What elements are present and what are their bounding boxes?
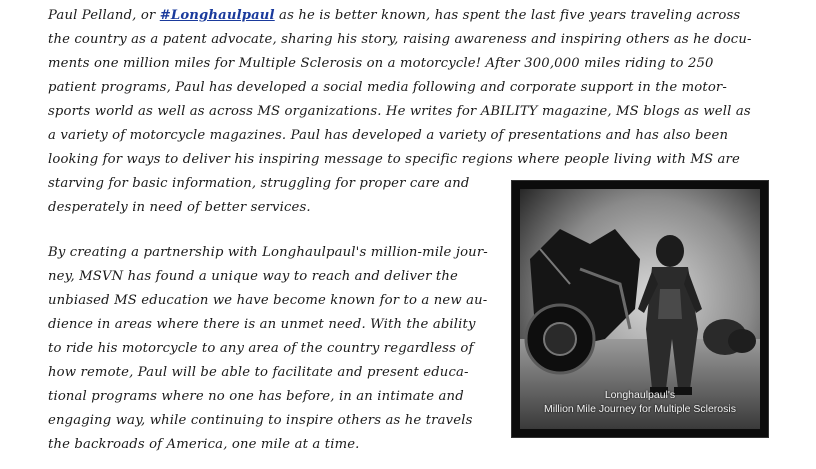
paragraph-line: the backroads of America, one mile at a time. <box>48 437 360 452</box>
paragraph-line: ney, MSVN has found a unique way to reach and deliver the <box>48 269 458 284</box>
paragraph-line: ments one million miles for Multiple Sclerosis on a motorcycle! After 300,000 miles riding to 250 <box>48 56 714 71</box>
paragraph-line: sports world as well as across MS organizations. He writes for ABILITY magazine, MS blogs as well as <box>48 104 751 119</box>
paragraph-line: to ride his motorcycle to any area of the country regardless of <box>48 341 474 356</box>
paragraph-line: patient programs, Paul has developed a social media following and corporate support in the motor- <box>48 80 727 95</box>
paragraph-line: looking for ways to deliver his inspiring message to specific regions where people living with MS are <box>48 152 740 167</box>
paragraph-line: unbiased MS education we have become known for to a new au- <box>48 293 488 308</box>
paragraph-line: By creating a partnership with Longhaulpaul's million-mile jour- <box>48 245 488 260</box>
paragraph-line: tional programs where no one has before, in an intimate and <box>48 389 464 404</box>
paragraph-line: engaging way, while continuing to inspire others as he travels <box>48 413 473 428</box>
rider-photo <box>512 181 768 437</box>
photo-caption-subtitle: Million Mile Journey for Multiple Sclerosis <box>544 403 736 415</box>
paragraph-line: starving for basic information, struggling for proper care and <box>48 176 470 191</box>
paragraph-line: dience in areas where there is an unmet need. With the ability <box>48 317 476 332</box>
photo-caption-title: Longhaulpaul's <box>604 389 676 401</box>
partnership-paragraph <box>48 241 488 457</box>
paragraph-line: the country as a patent advocate, sharing his story, raising awareness and inspiring others as he docu- <box>48 32 752 47</box>
longhaulpaul-hashtag-link[interactable]: #Longhaulpaul <box>159 8 275 23</box>
paragraph-line: Paul Pelland, or #Longhaulpaul as he is better known, has spent the last five years traveling across <box>48 8 741 23</box>
paragraph-line: desperately in need of better services. <box>48 200 311 215</box>
paragraph-line: a variety of motorcycle magazines. Paul has developed a variety of presentations and has also been <box>48 128 729 143</box>
paragraph-line: how remote, Paul will be able to facilitate and present educa- <box>48 365 469 380</box>
